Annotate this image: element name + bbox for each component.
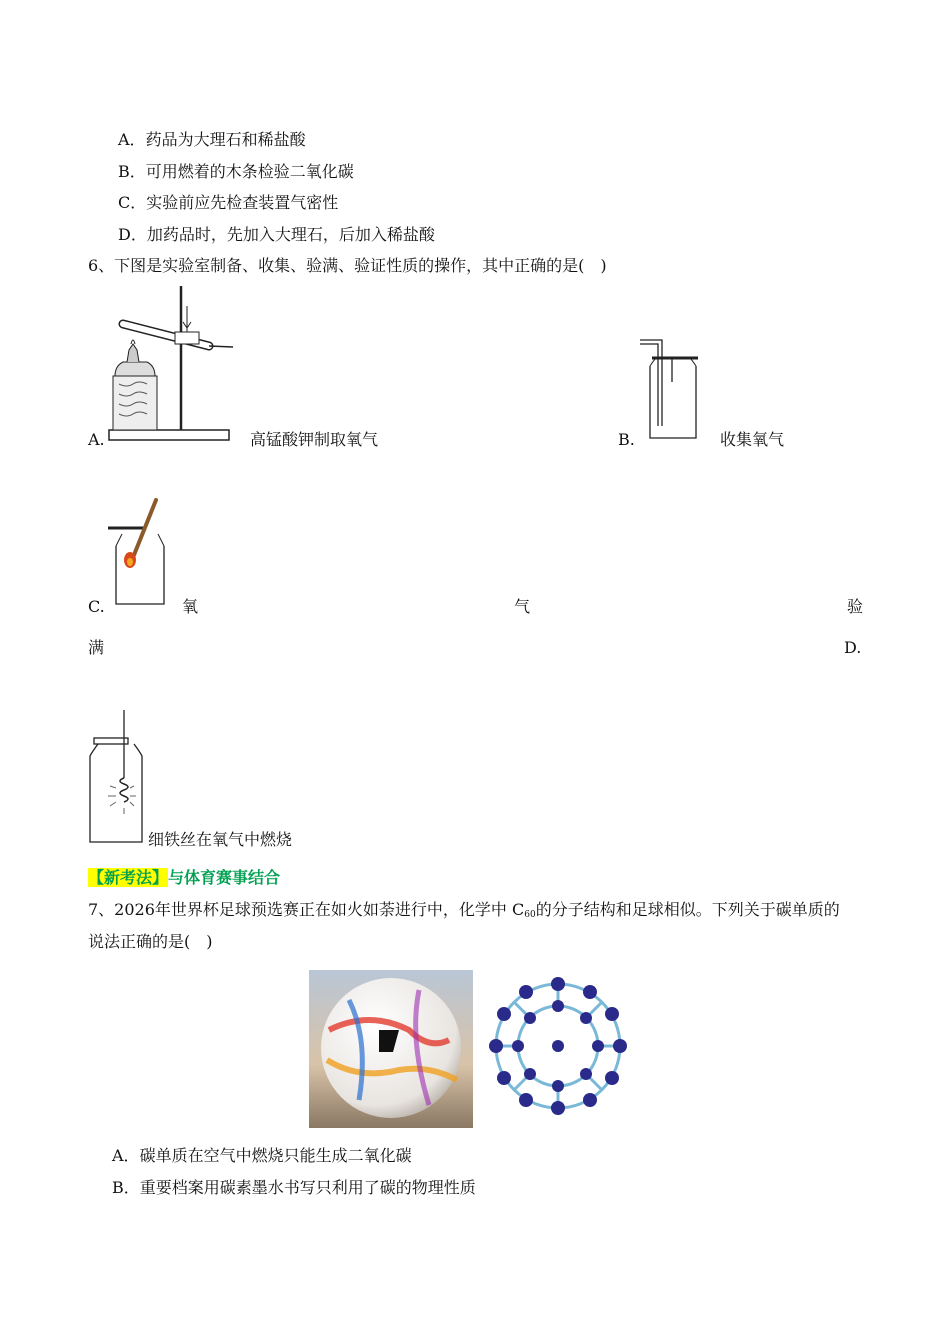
- q7-stem-line-1: 7、2026年世界杯足球预选赛正在如火如荼进行中，化学中 $C_{60}$的分子结构和足球相似。下列关于碳单质的: [88, 900, 840, 920]
- q6-figure-d-iron-wire-combustion: [86, 708, 148, 846]
- q6-option-b-caption: 收集氧气: [720, 430, 785, 449]
- q6-option-c-letter: C.: [88, 597, 105, 616]
- section-tag-text: 与体育赛事结合: [168, 868, 281, 887]
- q6-option-c-text-2: 气: [514, 597, 531, 616]
- q6-figure-b-collecting-bottle: [638, 336, 702, 444]
- q6-figure-a-heating-apparatus: [105, 284, 237, 446]
- q7-stem-line-2: 说法正确的是( ): [88, 932, 213, 951]
- section-tag-highlight: 【新考法】: [88, 868, 169, 887]
- q6-option-a-caption: 高锰酸钾制取氧气: [250, 430, 379, 449]
- q6-option-b-letter: B.: [618, 430, 635, 449]
- football-photo: [309, 970, 473, 1128]
- c60-molecule-image: [474, 962, 642, 1128]
- section-tag: [88, 868, 280, 888]
- q6-figure-c-oxygen-test: [106, 498, 168, 610]
- q6-option-c-text-3: 验: [847, 597, 864, 616]
- q6-option-c-text-1: 氧: [182, 597, 199, 616]
- q5-option-b: B．可用燃着的木条检验二氧化碳: [118, 162, 354, 181]
- q6-option-a-letter: A.: [88, 430, 105, 449]
- q5-option-d: D．加药品时，先加入大理石，后加入稀盐酸: [118, 225, 435, 244]
- q6-option-d-caption: 细铁丝在氧气中燃烧: [148, 830, 293, 849]
- q6-option-c-text-tail: 满: [88, 638, 105, 657]
- q6-option-d-letter: D.: [844, 638, 862, 657]
- q7-option-a: A．碳单质在空气中燃烧只能生成二氧化碳: [112, 1146, 412, 1165]
- q5-option-c: C．实验前应先检查装置气密性: [118, 193, 339, 212]
- q6-stem: 6、下图是实验室制备、收集、验满、验证性质的操作，其中正确的是( ): [88, 256, 607, 275]
- q5-option-a: A．药品为大理石和稀盐酸: [118, 130, 306, 149]
- q7-option-b: B．重要档案用碳素墨水书写只利用了碳的物理性质: [112, 1178, 476, 1197]
